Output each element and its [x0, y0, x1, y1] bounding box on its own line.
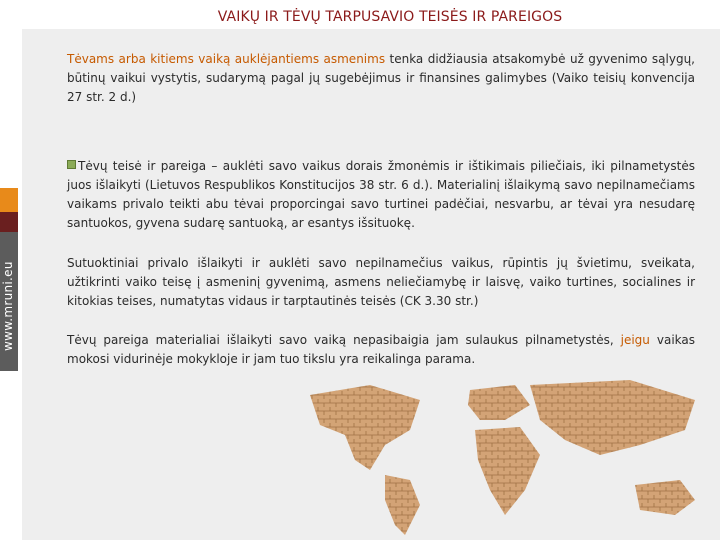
paragraph-adult-support: [67, 331, 695, 369]
map-region-south-america: [385, 475, 420, 535]
paragraph-constitution: [67, 157, 695, 233]
map-region-europe: [468, 385, 530, 420]
paragraph-civil-code: [67, 254, 695, 311]
paragraph-text: Sutuoktiniai privalo išlaikyti ir auklėti savo nepilnamečius vaikus, rūpintis jų švietimu, sveikata, užtikrinti vaiko teisę į asmeninį gyvenimą, asmens neliečiamybę ir laisvę, vaiko turtines, socialines ir kitokias teises, numatytas vidaus ir tarptautinės teisės (CK 3.30 str.): [67, 256, 695, 308]
brand-strip-orange: [0, 188, 18, 212]
paragraph-lead: Tėvams arba kitiems vaiką auklėjantiems asmenims: [67, 52, 386, 66]
highlight-word: jeigu: [620, 333, 650, 347]
site-url: www.mruni.eu: [1, 261, 15, 351]
title-bar: [0, 0, 720, 28]
map-region-australia: [635, 480, 695, 515]
map-region-africa: [475, 427, 540, 515]
square-bullet-icon: [67, 160, 76, 169]
page-title: VAIKŲ IR TĖVŲ TARPUSAVIO TEISĖS IR PAREIGOS: [217, 9, 563, 25]
paragraph-parent-responsibility: [67, 50, 695, 107]
paragraph-text: Tėvų pareiga materialiai išlaikyti savo vaiką nepasibaigia jam sulaukus pilnametystės,: [67, 333, 621, 347]
brand-strip-brown: [0, 212, 18, 232]
map-region-asia: [530, 380, 695, 455]
brick-world-map-icon: [300, 375, 720, 540]
paragraph-text: tenka didžiausia atsakomybė už gyvenimo sąlygų, būtinų vaikui vystytis, sudarymą pagal jų sugebėjimus ir finansines galimybes (Vaiko teisių konvencija 27 str. 2 d.): [67, 52, 695, 104]
map-region-north-america: [310, 385, 420, 470]
paragraph-text: Tėvų teisė ir pareiga – auklėti savo vaikus dorais žmonėmis ir ištikimais piliečiais, iki pilnametystės juos išlaikyti (Lietuvos Respublikos Konstitucijos 38 str. 6 d.). Materialinį išlaikymą savo nepilnamečiams vaikams privalo teikti abu tėvai proporcingai savo turtinei padėčiai, nesvarbu, ar tėvai yra nesudarę santuokos, gyvena sudarę santuoką, ar esantys išsituokę.: [67, 159, 695, 230]
paragraph-text: vaikas mokosi vidurinėje mokykloje ir jam tuo tikslu yra reikalinga parama.: [67, 333, 695, 366]
